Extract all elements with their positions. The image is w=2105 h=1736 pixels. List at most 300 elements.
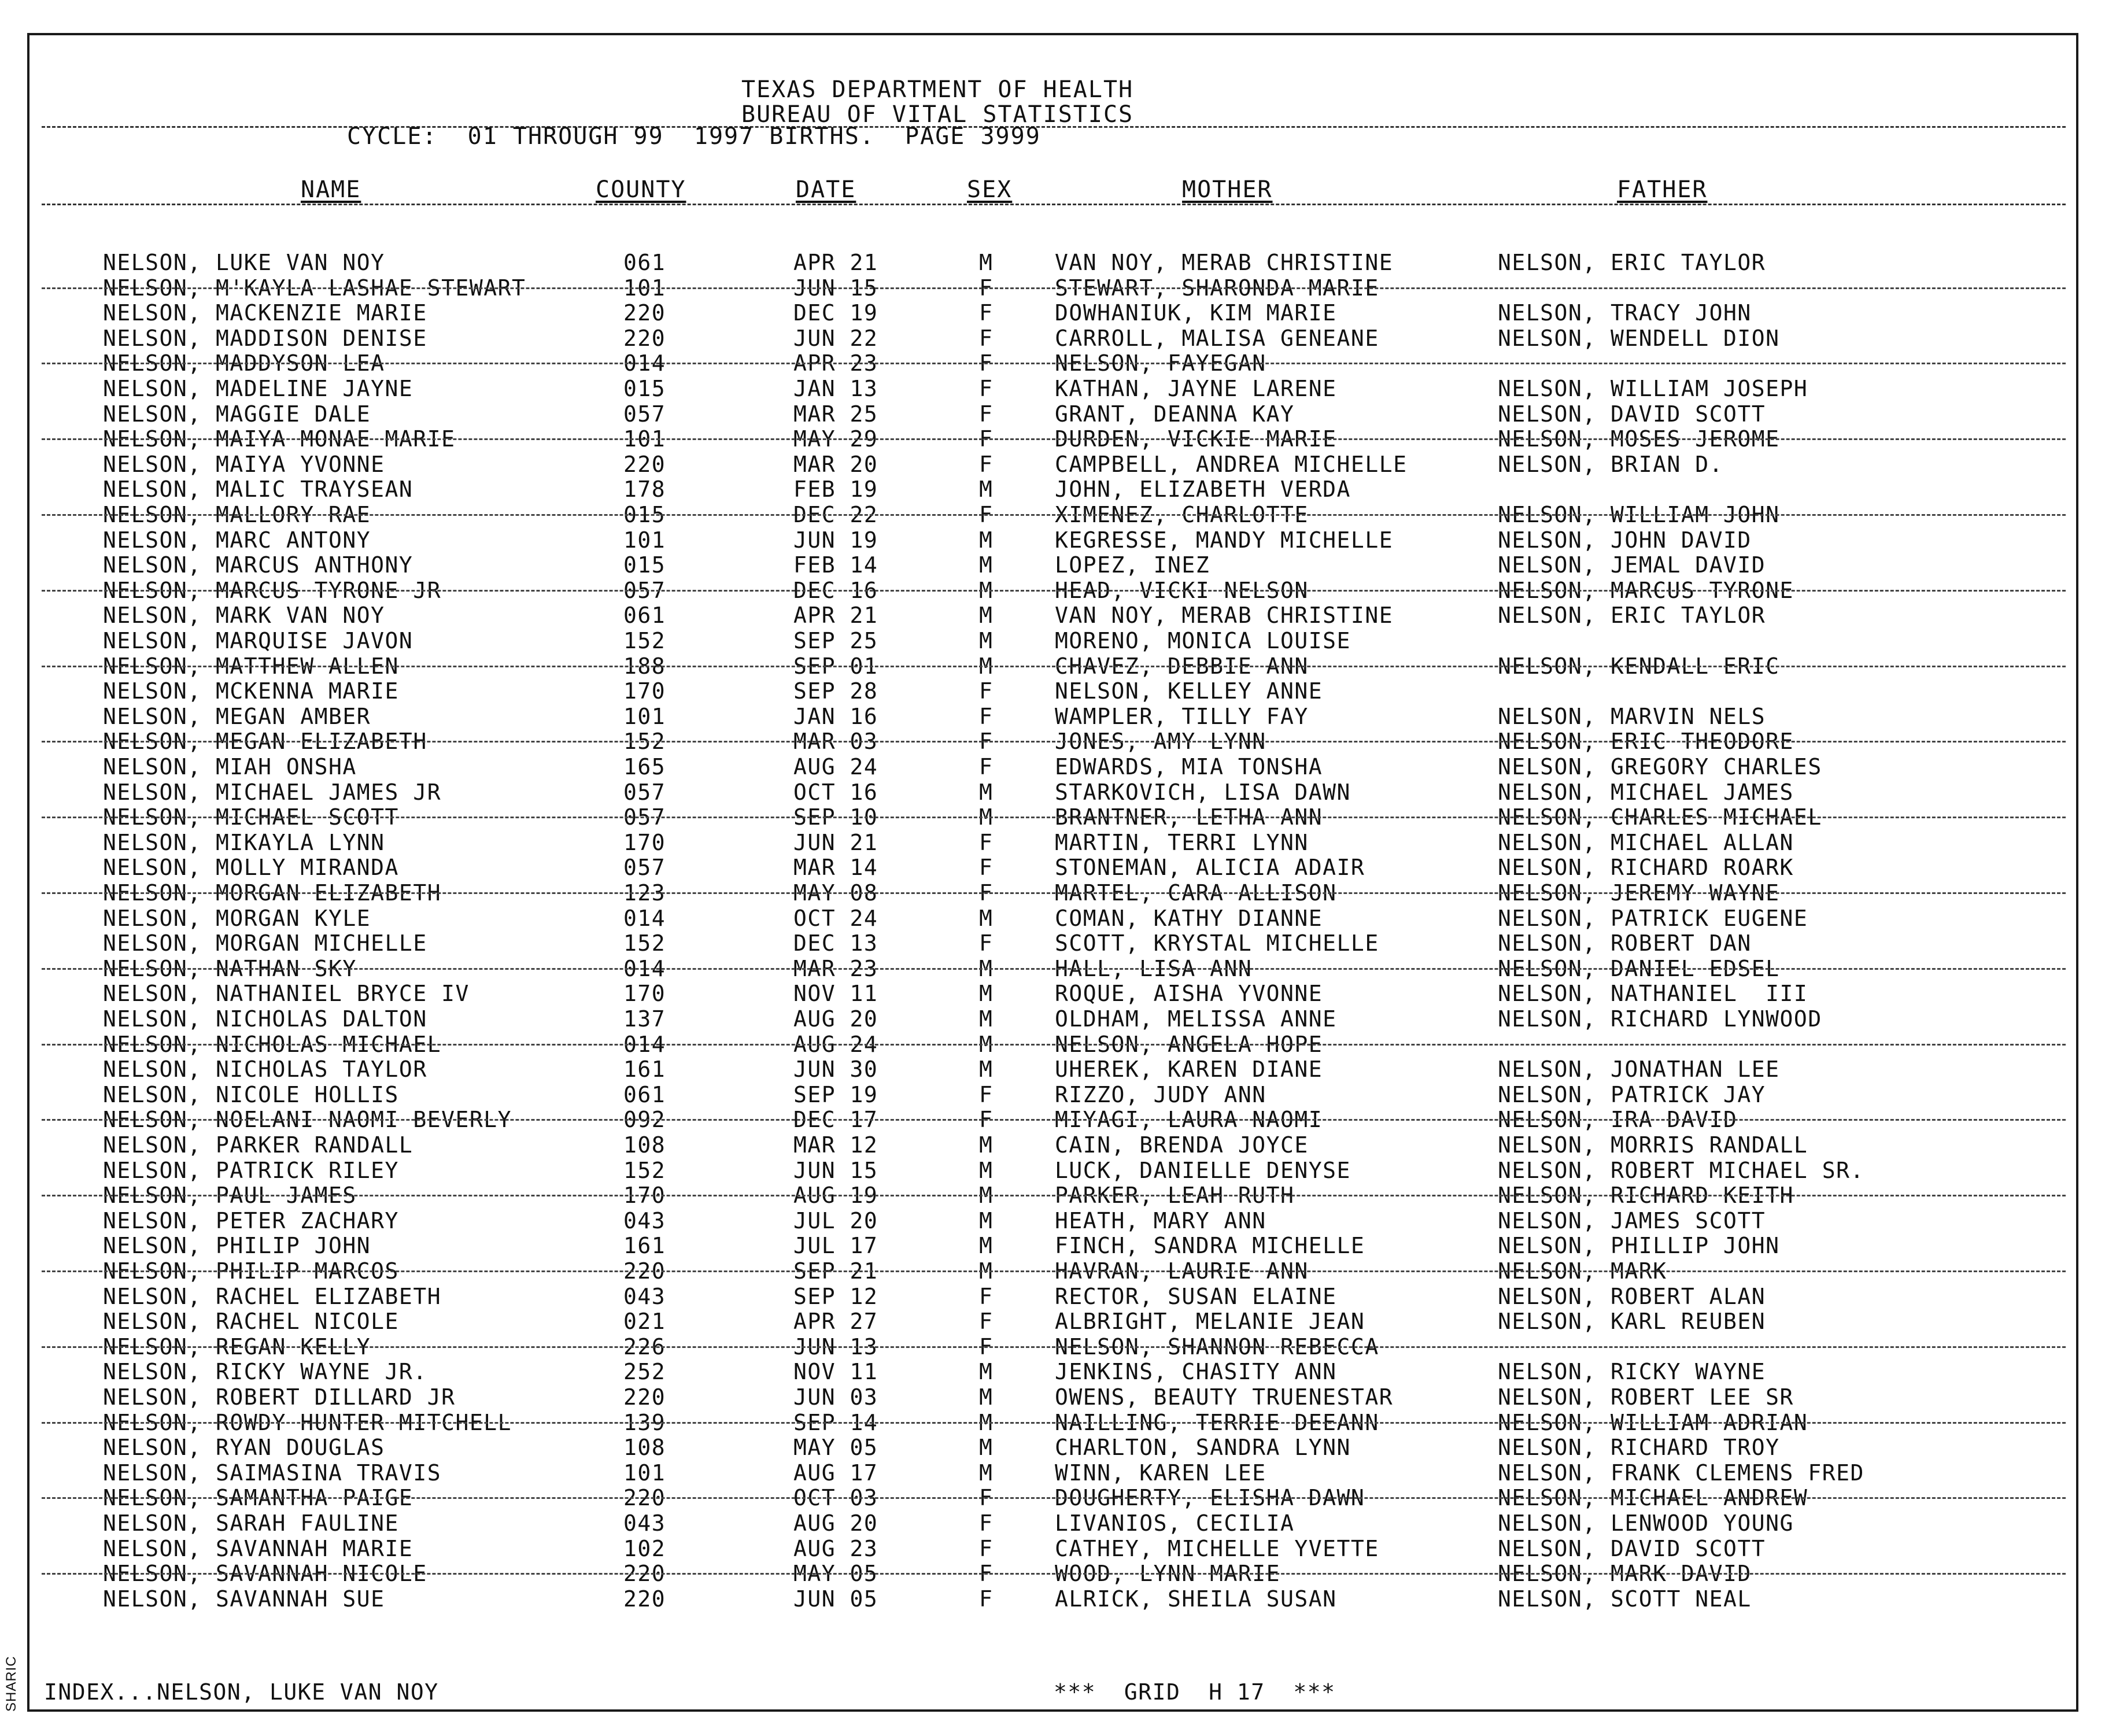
cell-name: NELSON, SAIMASINA TRAVIS	[103, 1460, 442, 1486]
cell-father: NELSON, WILLIAM JOSEPH	[1498, 376, 1808, 401]
cell-father: NELSON, ROBERT MICHAEL SR.	[1498, 1157, 1864, 1183]
cell-county: 137	[623, 1006, 666, 1032]
table-row	[0, 1209, 2105, 1234]
table-row	[0, 1057, 2105, 1083]
cell-mother: MORENO, MONICA LOUISE	[1055, 628, 1351, 653]
cell-county: 061	[623, 250, 666, 275]
cell-sex: M	[979, 527, 994, 553]
cell-sex: F	[979, 1485, 994, 1511]
cell-county: 220	[623, 1561, 666, 1587]
cell-mother: GRANT, DEANNA KAY	[1055, 401, 1295, 427]
cell-date: OCT 24	[793, 905, 878, 931]
cell-father: NELSON, PATRICK EUGENE	[1498, 905, 1808, 931]
cell-mother: NELSON, FAYEGAN	[1055, 350, 1266, 376]
table-row	[0, 1435, 2105, 1461]
bureau-title: BUREAU OF VITAL STATISTICS	[741, 101, 1134, 128]
cell-county: 061	[623, 603, 666, 629]
cell-county: 061	[623, 1081, 666, 1107]
table-row	[0, 1032, 2105, 1058]
table-row	[0, 1410, 2105, 1436]
cell-father: NELSON, PATRICK JAY	[1498, 1081, 1766, 1107]
table-row	[0, 503, 2105, 528]
table-row	[0, 1107, 2105, 1133]
cell-name: NELSON, ROWDY HUNTER MITCHELL	[103, 1409, 512, 1435]
cell-father: NELSON, RICHARD TROY	[1498, 1435, 1780, 1461]
cell-date: JUN 05	[793, 1586, 878, 1612]
cell-sex: F	[979, 1586, 994, 1612]
cell-name: NELSON, MACKENZIE MARIE	[103, 300, 427, 326]
cell-sex: F	[979, 1535, 994, 1561]
table-row	[0, 805, 2105, 830]
cell-sex: M	[979, 628, 994, 653]
table-row	[0, 1259, 2105, 1284]
cell-sex: M	[979, 250, 994, 275]
cell-date: APR 21	[793, 603, 878, 629]
cell-name: NELSON, MARQUISE JAVON	[103, 628, 413, 653]
cell-mother: CHARLTON, SANDRA LYNN	[1055, 1435, 1351, 1461]
cell-name: NELSON, SAVANNAH MARIE	[103, 1535, 413, 1561]
cell-mother: SCOTT, KRYSTAL MICHELLE	[1055, 930, 1379, 956]
table-row	[0, 1461, 2105, 1486]
cell-mother: ALBRIGHT, MELANIE JEAN	[1055, 1309, 1365, 1335]
cell-county: 188	[623, 653, 666, 679]
table-row	[0, 931, 2105, 956]
cell-sex: M	[979, 1409, 994, 1435]
cell-father: NELSON, ERIC TAYLOR	[1498, 603, 1766, 629]
cell-name: NELSON, MORGAN ELIZABETH	[103, 880, 442, 906]
table-row	[0, 1360, 2105, 1385]
cell-father: NELSON, LENWOOD YOUNG	[1498, 1510, 1794, 1536]
cell-county: 220	[623, 1258, 666, 1284]
cell-mother: DOUGHERTY, ELISHA DAWN	[1055, 1485, 1365, 1511]
cell-sex: M	[979, 1157, 994, 1183]
cell-county: 170	[623, 1183, 666, 1209]
cell-sex: F	[979, 1283, 994, 1309]
cell-mother: LUCK, DANIELLE DENYSE	[1055, 1157, 1351, 1183]
cell-county: 101	[623, 527, 666, 553]
cell-name: NELSON, MADDISON DENISE	[103, 325, 427, 351]
cell-name: NELSON, NICOLE HOLLIS	[103, 1081, 399, 1107]
cell-mother: VAN NOY, MERAB CHRISTINE	[1055, 603, 1394, 629]
cell-sex: F	[979, 350, 994, 376]
column-header-father: FATHER	[1617, 176, 1708, 203]
cell-mother: NELSON, SHANNON REBECCA	[1055, 1334, 1379, 1360]
cell-mother: CATHEY, MICHELLE YVETTE	[1055, 1535, 1379, 1561]
cell-father: NELSON, WENDELL DION	[1498, 325, 1780, 351]
cell-mother: PARKER, LEAH RUTH	[1055, 1183, 1295, 1209]
cell-sex: F	[979, 300, 994, 326]
cell-date: JUN 30	[793, 1057, 878, 1083]
cell-date: DEC 13	[793, 930, 878, 956]
table-row	[0, 528, 2105, 553]
table-row	[0, 452, 2105, 478]
table-row	[0, 553, 2105, 578]
table-row	[0, 276, 2105, 301]
cell-name: NELSON, MALIC TRAYSEAN	[103, 477, 413, 503]
cell-date: OCT 16	[793, 779, 878, 805]
cell-father: NELSON, DAVID SCOTT	[1498, 1535, 1766, 1561]
cell-father: NELSON, IRA DAVID	[1498, 1107, 1738, 1133]
table-row	[0, 250, 2105, 276]
cell-sex: F	[979, 754, 994, 780]
cell-sex: M	[979, 1031, 994, 1057]
cell-name: NELSON, PARKER RANDALL	[103, 1132, 413, 1158]
cell-father: NELSON, WILLIAM JOHN	[1498, 502, 1780, 527]
table-row	[0, 629, 2105, 654]
header-rule-bottom	[42, 204, 2066, 205]
cell-name: NELSON, PAUL JAMES	[103, 1183, 357, 1209]
cell-sex: F	[979, 401, 994, 427]
cell-name: NELSON, SAMANTHA PAIGE	[103, 1485, 413, 1511]
cell-sex: F	[979, 729, 994, 755]
cell-name: NELSON, PATRICK RILEY	[103, 1157, 399, 1183]
cell-county: 152	[623, 1157, 666, 1183]
cell-mother: XIMENEZ, CHARLOTTE	[1055, 502, 1309, 527]
cell-county: 108	[623, 1435, 666, 1461]
cell-date: AUG 20	[793, 1006, 878, 1032]
cell-father: NELSON, JOHN DAVID	[1498, 527, 1752, 553]
cell-date: JUN 15	[793, 275, 878, 301]
cell-date: DEC 22	[793, 502, 878, 527]
column-header-mother: MOTHER	[1182, 176, 1273, 203]
table-row	[0, 351, 2105, 376]
cell-sex: F	[979, 880, 994, 906]
cell-name: NELSON, MARC ANTONY	[103, 527, 371, 553]
cell-father: NELSON, MOSES JEROME	[1498, 426, 1780, 452]
cell-sex: M	[979, 1435, 994, 1461]
cell-date: AUG 20	[793, 1510, 878, 1536]
cell-name: NELSON, MADELINE JAYNE	[103, 376, 413, 401]
cell-father: NELSON, ROBERT ALAN	[1498, 1283, 1766, 1309]
side-mark: SHARIC	[3, 1656, 19, 1712]
cell-father: NELSON, GREGORY CHARLES	[1498, 754, 1822, 780]
cell-sex: M	[979, 779, 994, 805]
cell-date: JUN 21	[793, 829, 878, 855]
cell-date: SEP 12	[793, 1283, 878, 1309]
cell-sex: F	[979, 829, 994, 855]
cell-mother: LOPEZ, INEZ	[1055, 552, 1210, 578]
cell-mother: OLDHAM, MELISSA ANNE	[1055, 1006, 1337, 1032]
cell-date: APR 27	[793, 1309, 878, 1335]
cell-father: NELSON, MICHAEL JAMES	[1498, 779, 1794, 805]
cell-sex: M	[979, 1207, 994, 1233]
cell-name: NELSON, SAVANNAH SUE	[103, 1586, 385, 1612]
cell-county: 092	[623, 1107, 666, 1133]
cell-county: 057	[623, 779, 666, 805]
table-row	[0, 654, 2105, 679]
cell-mother: MIYAGI, LAURA NAOMI	[1055, 1107, 1323, 1133]
cell-date: MAR 14	[793, 855, 878, 881]
table-row	[0, 830, 2105, 856]
table-row	[0, 376, 2105, 402]
cell-mother: STEWART, SHARONDA MARIE	[1055, 275, 1379, 301]
cell-father: NELSON, MICHAEL ANDREW	[1498, 1485, 1808, 1511]
cell-mother: DOWHANIUK, KIM MARIE	[1055, 300, 1337, 326]
table-row	[0, 855, 2105, 881]
cell-name: NELSON, MIAH ONSHA	[103, 754, 357, 780]
cell-county: 170	[623, 981, 666, 1007]
cell-name: NELSON, SAVANNAH NICOLE	[103, 1561, 427, 1587]
cell-sex: M	[979, 981, 994, 1007]
cell-county: 057	[623, 855, 666, 881]
table-row	[0, 326, 2105, 352]
cell-date: JUN 19	[793, 527, 878, 553]
cell-mother: BRANTNER, LETHA ANN	[1055, 804, 1323, 830]
cell-sex: M	[979, 653, 994, 679]
cell-name: NELSON, PHILIP MARCOS	[103, 1258, 399, 1284]
cell-sex: M	[979, 905, 994, 931]
cell-date: JUN 13	[793, 1334, 878, 1360]
cell-date: MAY 05	[793, 1561, 878, 1587]
cell-mother: LIVANIOS, CECILIA	[1055, 1510, 1295, 1536]
table-row	[0, 1233, 2105, 1259]
table-row	[0, 603, 2105, 629]
cell-county: 220	[623, 1384, 666, 1410]
cell-mother: MARTIN, TERRI LYNN	[1055, 829, 1309, 855]
cell-date: NOV 11	[793, 1359, 878, 1385]
cell-date: JUN 03	[793, 1384, 878, 1410]
cell-county: 252	[623, 1359, 666, 1385]
cell-sex: F	[979, 451, 994, 477]
cell-name: NELSON, RICKY WAYNE JR.	[103, 1359, 427, 1385]
cell-date: JUN 22	[793, 325, 878, 351]
cell-county: 014	[623, 1031, 666, 1057]
cell-county: 220	[623, 325, 666, 351]
cell-date: MAY 05	[793, 1435, 878, 1461]
cell-mother: DURDEN, VICKIE MARIE	[1055, 426, 1337, 452]
cell-county: 220	[623, 451, 666, 477]
cell-father: NELSON, JAMES SCOTT	[1498, 1207, 1766, 1233]
cell-sex: M	[979, 1006, 994, 1032]
cell-mother: HALL, LISA ANN	[1055, 955, 1253, 981]
cell-date: APR 21	[793, 250, 878, 275]
cell-mother: CAIN, BRENDA JOYCE	[1055, 1132, 1309, 1158]
cell-sex: M	[979, 1132, 994, 1158]
cell-county: 043	[623, 1207, 666, 1233]
cell-county: 123	[623, 880, 666, 906]
cell-sex: F	[979, 855, 994, 881]
column-header-county: COUNTY	[596, 176, 686, 203]
table-row	[0, 427, 2105, 452]
cell-county: 139	[623, 1409, 666, 1435]
cell-father: NELSON, MARK	[1498, 1258, 1667, 1284]
cell-father: NELSON, NATHANIEL III	[1498, 981, 1808, 1007]
cell-sex: F	[979, 325, 994, 351]
table-row	[0, 1183, 2105, 1209]
table-row	[0, 301, 2105, 326]
cell-county: 152	[623, 729, 666, 755]
cell-father: NELSON, RICHARD KEITH	[1498, 1183, 1794, 1209]
cell-county: 014	[623, 955, 666, 981]
cell-sex: F	[979, 1309, 994, 1335]
cell-father: NELSON, RICHARD ROARK	[1498, 855, 1794, 881]
cell-name: NELSON, MCKENNA MARIE	[103, 678, 399, 704]
cell-father: NELSON, DAVID SCOTT	[1498, 401, 1766, 427]
cell-county: 057	[623, 577, 666, 603]
table-row	[0, 679, 2105, 704]
cell-name: NELSON, RACHEL NICOLE	[103, 1309, 399, 1335]
cell-mother: ROQUE, AISHA YVONNE	[1055, 981, 1323, 1007]
cell-mother: VAN NOY, MERAB CHRISTINE	[1055, 250, 1394, 275]
cell-father: NELSON, WILLIAM ADRIAN	[1498, 1409, 1808, 1435]
cell-father: NELSON, DANIEL EDSEL	[1498, 955, 1780, 981]
cell-father: NELSON, ERIC THEODORE	[1498, 729, 1794, 755]
cell-county: 170	[623, 678, 666, 704]
cell-county: 165	[623, 754, 666, 780]
cell-date: SEP 01	[793, 653, 878, 679]
cell-county: 101	[623, 275, 666, 301]
cell-date: MAR 20	[793, 451, 878, 477]
cell-mother: STARKOVICH, LISA DAWN	[1055, 779, 1351, 805]
cell-sex: M	[979, 1258, 994, 1284]
table-row	[0, 981, 2105, 1007]
table-row	[0, 1007, 2105, 1032]
cell-date: DEC 17	[793, 1107, 878, 1133]
cell-mother: STONEMAN, ALICIA ADAIR	[1055, 855, 1365, 881]
cell-sex: F	[979, 678, 994, 704]
cell-date: JUN 15	[793, 1157, 878, 1183]
cell-father: NELSON, JEMAL DAVID	[1498, 552, 1766, 578]
cell-father: NELSON, TRACY JOHN	[1498, 300, 1752, 326]
cell-sex: M	[979, 1183, 994, 1209]
cell-father: NELSON, JEREMY WAYNE	[1498, 880, 1780, 906]
column-header-date: DATE	[796, 176, 856, 203]
table-row	[0, 1335, 2105, 1360]
cell-county: 014	[623, 905, 666, 931]
cell-mother: RIZZO, JUDY ANN	[1055, 1081, 1266, 1107]
cell-father: NELSON, KARL REUBEN	[1498, 1309, 1766, 1335]
cell-mother: OWENS, BEAUTY TRUENESTAR	[1055, 1384, 1394, 1410]
table-row	[0, 729, 2105, 755]
table-row	[0, 906, 2105, 932]
cell-father: NELSON, SCOTT NEAL	[1498, 1586, 1752, 1612]
cell-name: NELSON, SARAH FAULINE	[103, 1510, 399, 1536]
cell-father: NELSON, MICHAEL ALLAN	[1498, 829, 1794, 855]
cell-county: 015	[623, 552, 666, 578]
cell-sex: M	[979, 1460, 994, 1486]
cell-mother: RECTOR, SUSAN ELAINE	[1055, 1283, 1337, 1309]
cell-name: NELSON, NICHOLAS DALTON	[103, 1006, 427, 1032]
cell-mother: CHAVEZ, DEBBIE ANN	[1055, 653, 1309, 679]
table-row	[0, 1083, 2105, 1108]
table-row	[0, 1587, 2105, 1612]
cell-sex: M	[979, 1057, 994, 1083]
cell-sex: F	[979, 930, 994, 956]
cell-name: NELSON, NICHOLAS TAYLOR	[103, 1057, 427, 1083]
cell-sex: F	[979, 1107, 994, 1133]
cell-name: NELSON, MAIYA MONAE MARIE	[103, 426, 456, 452]
cell-mother: NELSON, KELLEY ANNE	[1055, 678, 1323, 704]
cell-county: 170	[623, 829, 666, 855]
table-row	[0, 704, 2105, 730]
cell-county: 220	[623, 1586, 666, 1612]
cell-name: NELSON, MATTHEW ALLEN	[103, 653, 399, 679]
cell-county: 226	[623, 1334, 666, 1360]
cell-county: 152	[623, 628, 666, 653]
table-row	[0, 956, 2105, 982]
column-header-name: NAME	[301, 176, 361, 203]
cell-date: SEP 21	[793, 1258, 878, 1284]
cell-sex: M	[979, 804, 994, 830]
cell-sex: F	[979, 703, 994, 729]
cell-date: AUG 24	[793, 754, 878, 780]
cell-mother: WINN, KAREN LEE	[1055, 1460, 1266, 1486]
cell-mother: CARROLL, MALISA GENEANE	[1055, 325, 1379, 351]
cell-mother: UHEREK, KAREN DIANE	[1055, 1057, 1323, 1083]
cell-mother: EDWARDS, MIA TONSHA	[1055, 754, 1323, 780]
cell-mother: CAMPBELL, ANDREA MICHELLE	[1055, 451, 1408, 477]
cell-date: AUG 19	[793, 1183, 878, 1209]
cell-mother: NELSON, ANGELA HOPE	[1055, 1031, 1323, 1057]
cell-county: 043	[623, 1510, 666, 1536]
cell-sex: F	[979, 1561, 994, 1587]
cell-mother: ALRICK, SHEILA SUSAN	[1055, 1586, 1337, 1612]
cell-county: 161	[623, 1057, 666, 1083]
cell-county: 021	[623, 1309, 666, 1335]
cell-date: MAY 29	[793, 426, 878, 452]
cell-sex: M	[979, 955, 994, 981]
department-title: TEXAS DEPARTMENT OF HEALTH	[741, 76, 1134, 103]
cell-father: NELSON, ROBERT LEE SR	[1498, 1384, 1794, 1410]
cell-father: NELSON, RICKY WAYNE	[1498, 1359, 1766, 1385]
cell-sex: M	[979, 603, 994, 629]
cell-date: SEP 28	[793, 678, 878, 704]
cell-sex: F	[979, 426, 994, 452]
cell-name: NELSON, NICHOLAS MICHAEL	[103, 1031, 442, 1057]
table-row	[0, 1486, 2105, 1511]
cell-county: 057	[623, 804, 666, 830]
cell-mother: HEAD, VICKI NELSON	[1055, 577, 1309, 603]
cell-date: APR 23	[793, 350, 878, 376]
cell-name: NELSON, MICHAEL SCOTT	[103, 804, 399, 830]
cell-name: NELSON, MEGAN AMBER	[103, 703, 371, 729]
cell-date: SEP 14	[793, 1409, 878, 1435]
cell-father: NELSON, ROBERT DAN	[1498, 930, 1752, 956]
cell-date: OCT 03	[793, 1485, 878, 1511]
cell-county: 102	[623, 1535, 666, 1561]
cell-name: NELSON, MARK VAN NOY	[103, 603, 385, 629]
table-row	[0, 1158, 2105, 1184]
cell-mother: KATHAN, JAYNE LARENE	[1055, 376, 1337, 401]
cell-name: NELSON, MAGGIE DALE	[103, 401, 371, 427]
cell-sex: M	[979, 1359, 994, 1385]
cell-name: NELSON, ROBERT DILLARD JR	[103, 1384, 456, 1410]
cell-mother: FINCH, SANDRA MICHELLE	[1055, 1233, 1365, 1259]
cell-sex: F	[979, 502, 994, 527]
header-rule-top	[42, 126, 2066, 128]
cell-name: NELSON, MARCUS ANTHONY	[103, 552, 413, 578]
table-row	[0, 881, 2105, 906]
cell-sex: F	[979, 1081, 994, 1107]
cell-father: NELSON, MARK DAVID	[1498, 1561, 1752, 1587]
cell-date: JAN 16	[793, 703, 878, 729]
footer-grid-reference: *** GRID H 17 ***	[1054, 1679, 1336, 1705]
cell-sex: M	[979, 552, 994, 578]
cell-county: 178	[623, 477, 666, 503]
cell-name: NELSON, PHILIP JOHN	[103, 1233, 371, 1259]
cell-sex: F	[979, 1510, 994, 1536]
cell-name: NELSON, PETER ZACHARY	[103, 1207, 399, 1233]
cell-sex: M	[979, 477, 994, 503]
cell-sex: F	[979, 376, 994, 401]
cell-name: NELSON, REGAN KELLY	[103, 1334, 371, 1360]
cell-name: NELSON, MALLORY RAE	[103, 502, 371, 527]
cell-date: SEP 19	[793, 1081, 878, 1107]
cell-name: NELSON, MEGAN ELIZABETH	[103, 729, 427, 755]
cell-name: NELSON, LUKE VAN NOY	[103, 250, 385, 275]
cell-county: 015	[623, 376, 666, 401]
cell-county: 220	[623, 300, 666, 326]
